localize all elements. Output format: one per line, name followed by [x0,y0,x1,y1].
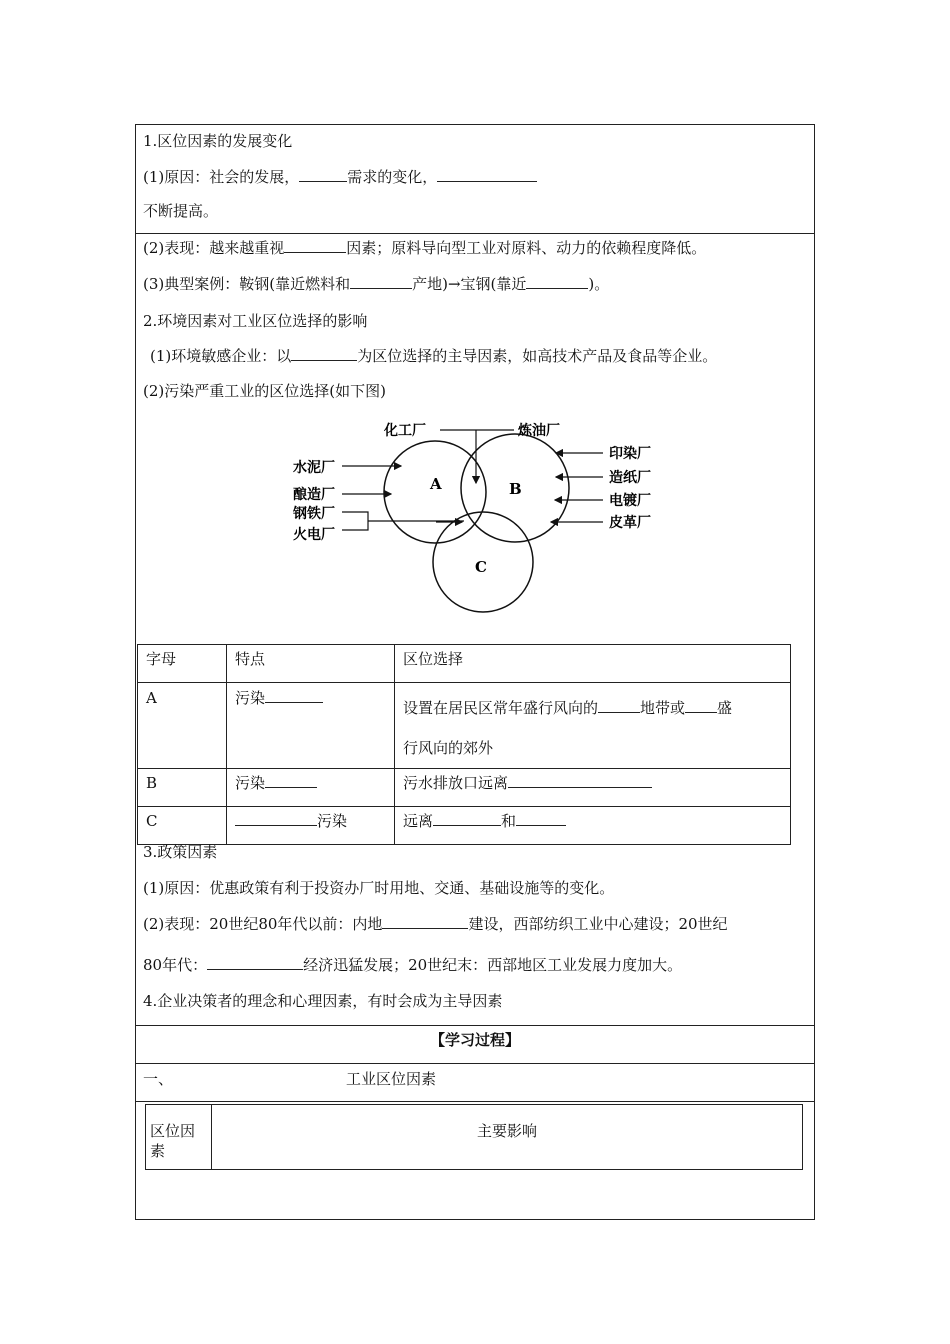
blank[interactable] [299,167,347,182]
cause-text-a: (1)原因：社会的发展， [143,168,300,186]
blank[interactable] [350,274,412,289]
p1-text-b: 为区位选择的主导因素，如高技术产品及食品等企业。 [357,347,718,365]
header-factor: 区位因素 [146,1105,212,1170]
blank[interactable] [291,346,357,361]
blank[interactable] [516,811,566,826]
perf-text-b: 因素；原料导向型工业对原料、动力的依赖程度降低。 [346,239,707,257]
blank[interactable] [265,688,323,703]
feat-text: 污染 [317,812,348,830]
section2-title: 2.环境因素对工业区位选择的影响 [143,312,368,330]
cell-location [395,683,791,769]
blank[interactable] [598,698,640,713]
label-brewery: 酿造厂 [293,487,335,503]
bracket-steel-power [342,512,368,530]
feat-text: 污染 [235,774,266,792]
p1-text-a: (1)环境敏感企业：以 [150,347,292,365]
cell-letter: B [138,769,227,807]
label-b: B [509,480,522,498]
label-a: A [430,475,442,493]
section4-title: 4.企业决策者的理念和心理因素，有时会成为主导因素 [143,992,503,1010]
blank[interactable] [235,811,317,826]
cause-text-b: 需求的变化， [347,168,438,186]
blank[interactable] [437,167,537,182]
cell-feature [227,683,395,769]
section3-p3 [143,955,682,975]
part-number: 一、 [143,1070,174,1088]
case-text-b: 产地)→宝钢(靠近 [412,275,527,293]
loc-text-b: 和 [501,812,517,830]
label-refinery: 炼油厂 [518,423,560,439]
label-paper-mill: 造纸厂 [609,470,651,486]
feat-text: 污染 [235,689,266,707]
process-heading: 【学习过程】 [429,1031,520,1049]
table-row [138,769,791,807]
location-factor-table [145,1104,803,1170]
table-row [138,807,791,845]
label-steel-plant: 钢铁厂 [293,506,335,522]
section3-p1: (1)原因：优惠政策有利于投资办厂时用地、交通、基础设施等的变化。 [143,879,615,897]
pollution-diagram [276,410,676,618]
blank[interactable] [207,955,303,970]
section1-cause-end: 不断提高。 [143,202,219,220]
label-c: C [475,558,487,576]
section1-case [143,274,609,294]
blank[interactable] [265,773,317,788]
pollution-table [137,644,791,845]
label-power-plant: 火电厂 [293,527,335,543]
section1-title: 1.区位因素的发展变化 [143,132,293,150]
p2-text-a: (2)表现：20世纪80年代以前：内地 [143,915,383,933]
divider [136,1025,814,1026]
cell-location [395,807,791,845]
cell-feature [227,769,395,807]
table-row [138,683,791,769]
p3-text-b: 经济迅猛发展；20世纪末：西部地区工业发展力度加大。 [303,956,683,974]
cell-feature [227,807,395,845]
section1-cause [143,167,537,187]
section3-p2 [143,914,728,934]
label-chemical-plant: 化工厂 [384,423,426,439]
p3-text-a: 80年代： [143,956,208,974]
part-title: 工业区位因素 [346,1070,437,1088]
header-feature: 特点 [227,645,395,683]
divider [136,233,814,234]
label-tannery: 皮革厂 [609,515,651,531]
p2-text-b: 建设，西部纺织工业中心建设；20世纪 [468,915,728,933]
blank[interactable] [382,914,468,929]
cell-letter: C [138,807,227,845]
blank[interactable] [433,811,501,826]
loc-text-c: 盛 [717,699,733,717]
header-location: 区位选择 [395,645,791,683]
loc-text-a: 远离 [403,812,434,830]
case-text-a: (3)典型案例：鞍钢(靠近燃料和 [143,275,351,293]
label-dye-plant: 印染厂 [609,446,651,462]
cell-letter: A [138,683,227,769]
label-plating-plant: 电镀厂 [609,493,651,509]
section1-performance [143,238,706,258]
blank[interactable] [685,698,717,713]
label-cement-plant: 水泥厂 [293,460,335,476]
blank[interactable] [526,274,588,289]
cell-location [395,769,791,807]
blank[interactable] [508,773,652,788]
loc-text: 污水排放口远离 [403,774,509,792]
header-letter: 字母 [138,645,227,683]
blank[interactable] [284,238,346,253]
section3-title: 3.政策因素 [143,843,218,861]
case-text-c: )。 [588,275,610,293]
divider [136,1063,814,1064]
loc-text-b: 地带或 [640,699,686,717]
header-impact: 主要影响 [212,1105,803,1170]
loc-text-a: 设置在居民区常年盛行风向的 [403,699,599,717]
section2-p1 [150,346,717,366]
divider [136,1101,814,1102]
loc-text-d: 行风向的郊外 [403,739,494,757]
content-frame [135,124,815,1220]
section2-p2: (2)污染严重工业的区位选择(如下图) [143,382,386,400]
perf-text-a: (2)表现：越来越重视 [143,239,285,257]
